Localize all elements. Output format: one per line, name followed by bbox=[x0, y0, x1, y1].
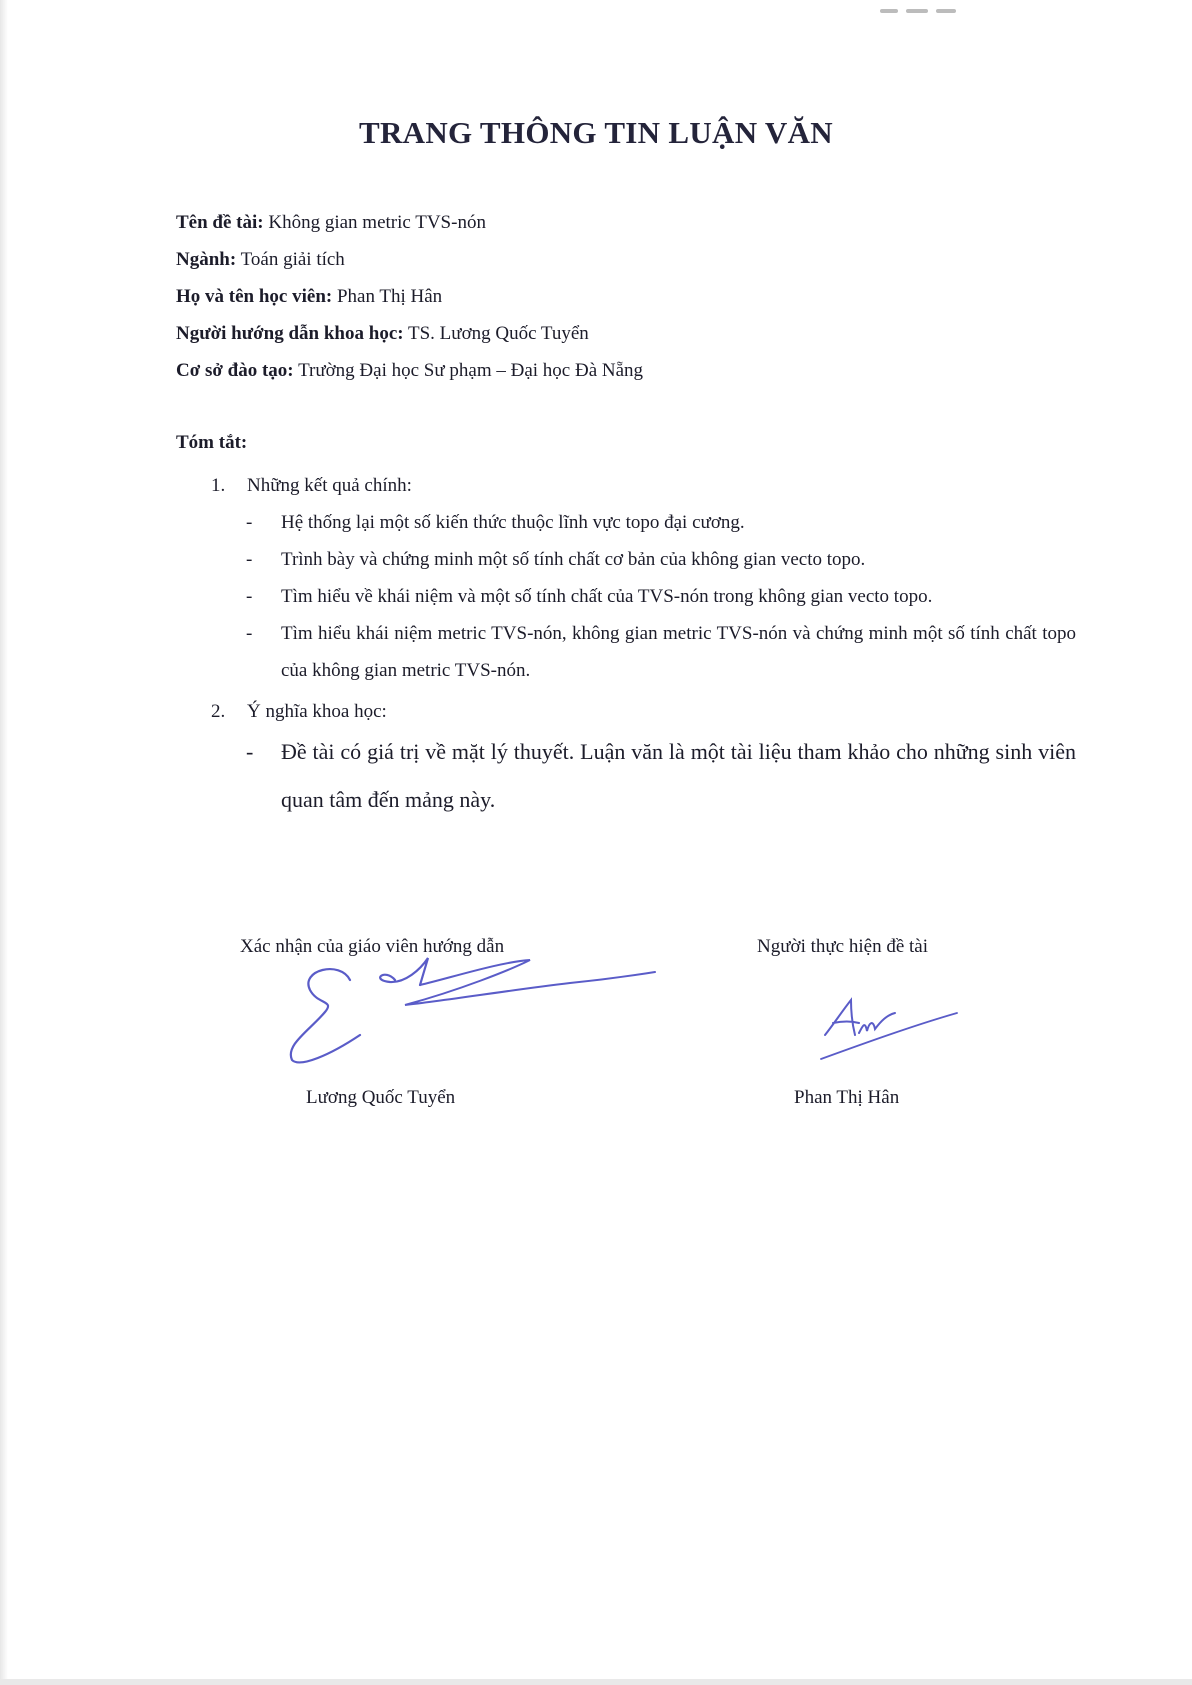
institution-label: Cơ sở đào tạo: bbox=[176, 360, 294, 381]
info-institution bbox=[176, 352, 643, 389]
list-item bbox=[246, 578, 1076, 615]
bullet-text: Đề tài có giá trị về mặt lý thuyết. Luận văn là một tài liệu tham khảo cho những sinh viên quan tâm đến mảng này. bbox=[281, 739, 1076, 812]
item-2-number: 2. bbox=[211, 701, 226, 722]
scan-bottom-edge bbox=[0, 1679, 1192, 1685]
bullet-dash: - bbox=[246, 586, 253, 607]
topic-label: Tên đề tài: bbox=[176, 212, 264, 233]
bullet-dash: - bbox=[246, 512, 253, 533]
bullet-text: Trình bày và chứng minh một số tính chất cơ bản của không gian vecto topo. bbox=[281, 549, 866, 570]
thesis-info bbox=[176, 204, 643, 389]
author-label: Người thực hiện đề tài bbox=[757, 936, 928, 957]
bullet-text: Tìm hiểu khái niệm metric TVS-nón, không gian metric TVS-nón và chứng minh một số tính chất topo của không gian metric TVS-nón. bbox=[281, 623, 1076, 681]
scan-top-mark bbox=[880, 0, 970, 6]
list-item bbox=[246, 541, 1076, 578]
advisor-label: Người hướng dẫn khoa học: bbox=[176, 323, 404, 344]
page-title: TRANG THÔNG TIN LUẬN VĂN bbox=[358, 115, 833, 150]
item-2-title-text: Ý nghĩa khoa học: bbox=[247, 701, 387, 722]
summary-heading: Tóm tắt: bbox=[176, 432, 248, 453]
major-value: Toán giải tích bbox=[240, 249, 345, 270]
author-signature bbox=[815, 995, 965, 1065]
student-value: Phan Thị Hân bbox=[336, 286, 443, 307]
info-major bbox=[176, 241, 643, 278]
summary-item-1-title bbox=[211, 467, 412, 504]
author-name: Phan Thị Hân bbox=[794, 1087, 900, 1108]
bullet-dash: - bbox=[246, 623, 253, 644]
bullet-dash: - bbox=[246, 549, 253, 570]
info-student bbox=[176, 278, 643, 315]
summary-item-2-title bbox=[211, 693, 387, 730]
bullet-dash: - bbox=[246, 739, 254, 764]
scan-page-edge bbox=[0, 0, 8, 1685]
advisor-signature bbox=[280, 950, 660, 1070]
student-label: Họ và tên học viên: bbox=[176, 286, 333, 307]
item-1-title-text: Những kết quả chính: bbox=[247, 475, 412, 496]
advisor-name: Lương Quốc Tuyển bbox=[306, 1087, 456, 1108]
info-advisor bbox=[176, 315, 643, 352]
info-topic bbox=[176, 204, 643, 241]
list-item bbox=[246, 615, 1076, 689]
advisor-confirmation-label: Xác nhận của giáo viên hướng dẫn bbox=[240, 936, 505, 957]
topic-value: Không gian metric TVS-nón bbox=[268, 212, 486, 233]
major-label: Ngành: bbox=[176, 249, 237, 270]
bullet-text: Tìm hiểu về khái niệm và một số tính chất của TVS-nón trong không gian vecto topo. bbox=[281, 586, 933, 607]
advisor-value: TS. Lương Quốc Tuyển bbox=[408, 323, 589, 344]
bullet-text: Hệ thống lại một số kiến thức thuộc lĩnh vực topo đại cương. bbox=[281, 512, 745, 533]
item-1-number: 1. bbox=[211, 475, 226, 496]
list-item bbox=[246, 504, 1076, 541]
list-item bbox=[246, 728, 1076, 824]
institution-value: Trường Đại học Sư phạm – Đại học Đà Nẵng bbox=[298, 360, 644, 381]
